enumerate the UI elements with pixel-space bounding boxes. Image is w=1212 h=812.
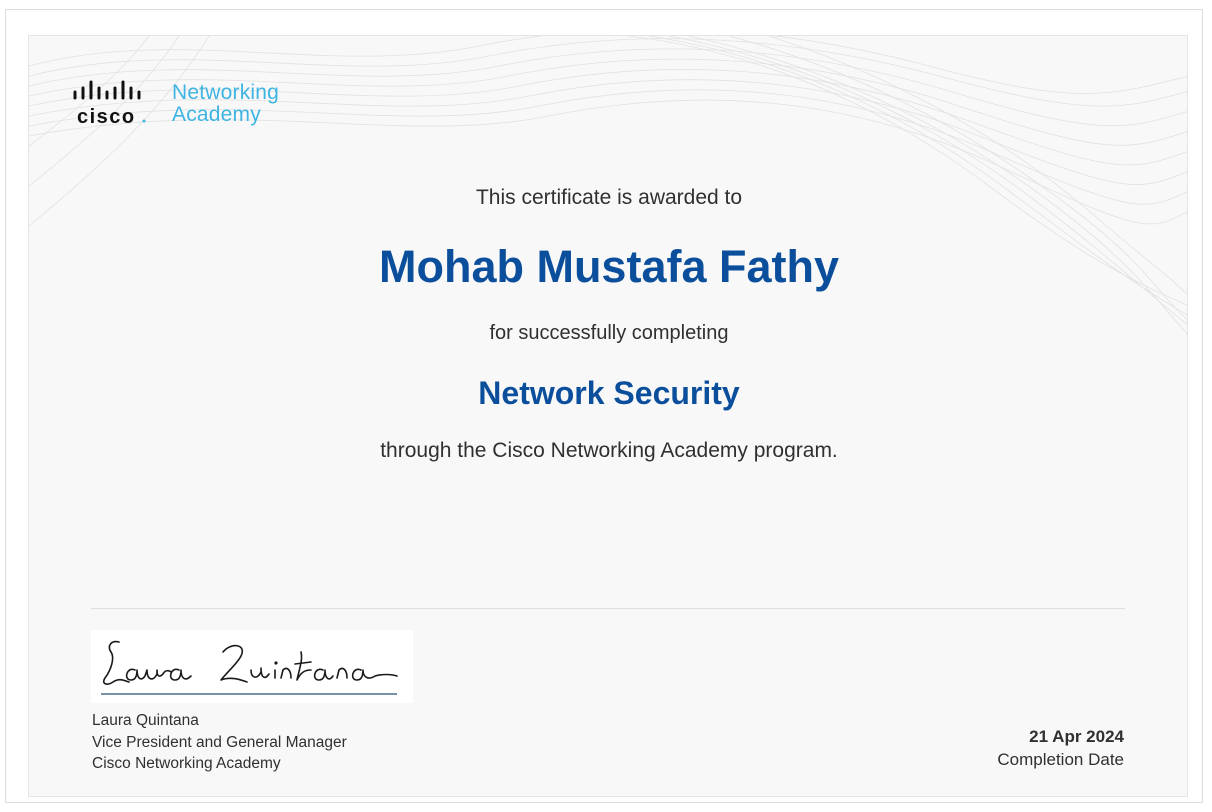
signer-name: Laura Quintana [92,712,199,729]
signature-divider [91,608,1125,609]
certificate-outer-frame [5,9,1203,803]
signature-image [91,630,413,703]
signer-title: Vice President and General Manager [92,733,347,751]
signer-info [92,710,347,775]
recipient-name: Mohab Mustafa Fathy [378,241,840,292]
cisco-wordmark: cisco [77,106,136,128]
certificate-panel [28,35,1188,797]
cisco-bars-icon [75,82,139,98]
logo-line-networking: Networking [172,81,280,104]
award-intro: This certificate is awarded to [475,186,743,209]
course-title: Network Security [478,375,740,411]
logo-line-academy: Academy [172,103,261,126]
handwritten-signature [91,630,413,703]
completion-date: 21 Apr 2024 [1029,727,1124,746]
signer-organization: Cisco Networking Academy [92,755,281,772]
completion-date-block [997,726,1124,772]
completion-phrase: for successfully completing [489,322,729,344]
program-line: through the Cisco Networking Academy program. [380,439,838,462]
logo-program-name [172,82,279,126]
cisco-logo [71,80,166,128]
completion-date-label: Completion Date [997,750,1124,769]
